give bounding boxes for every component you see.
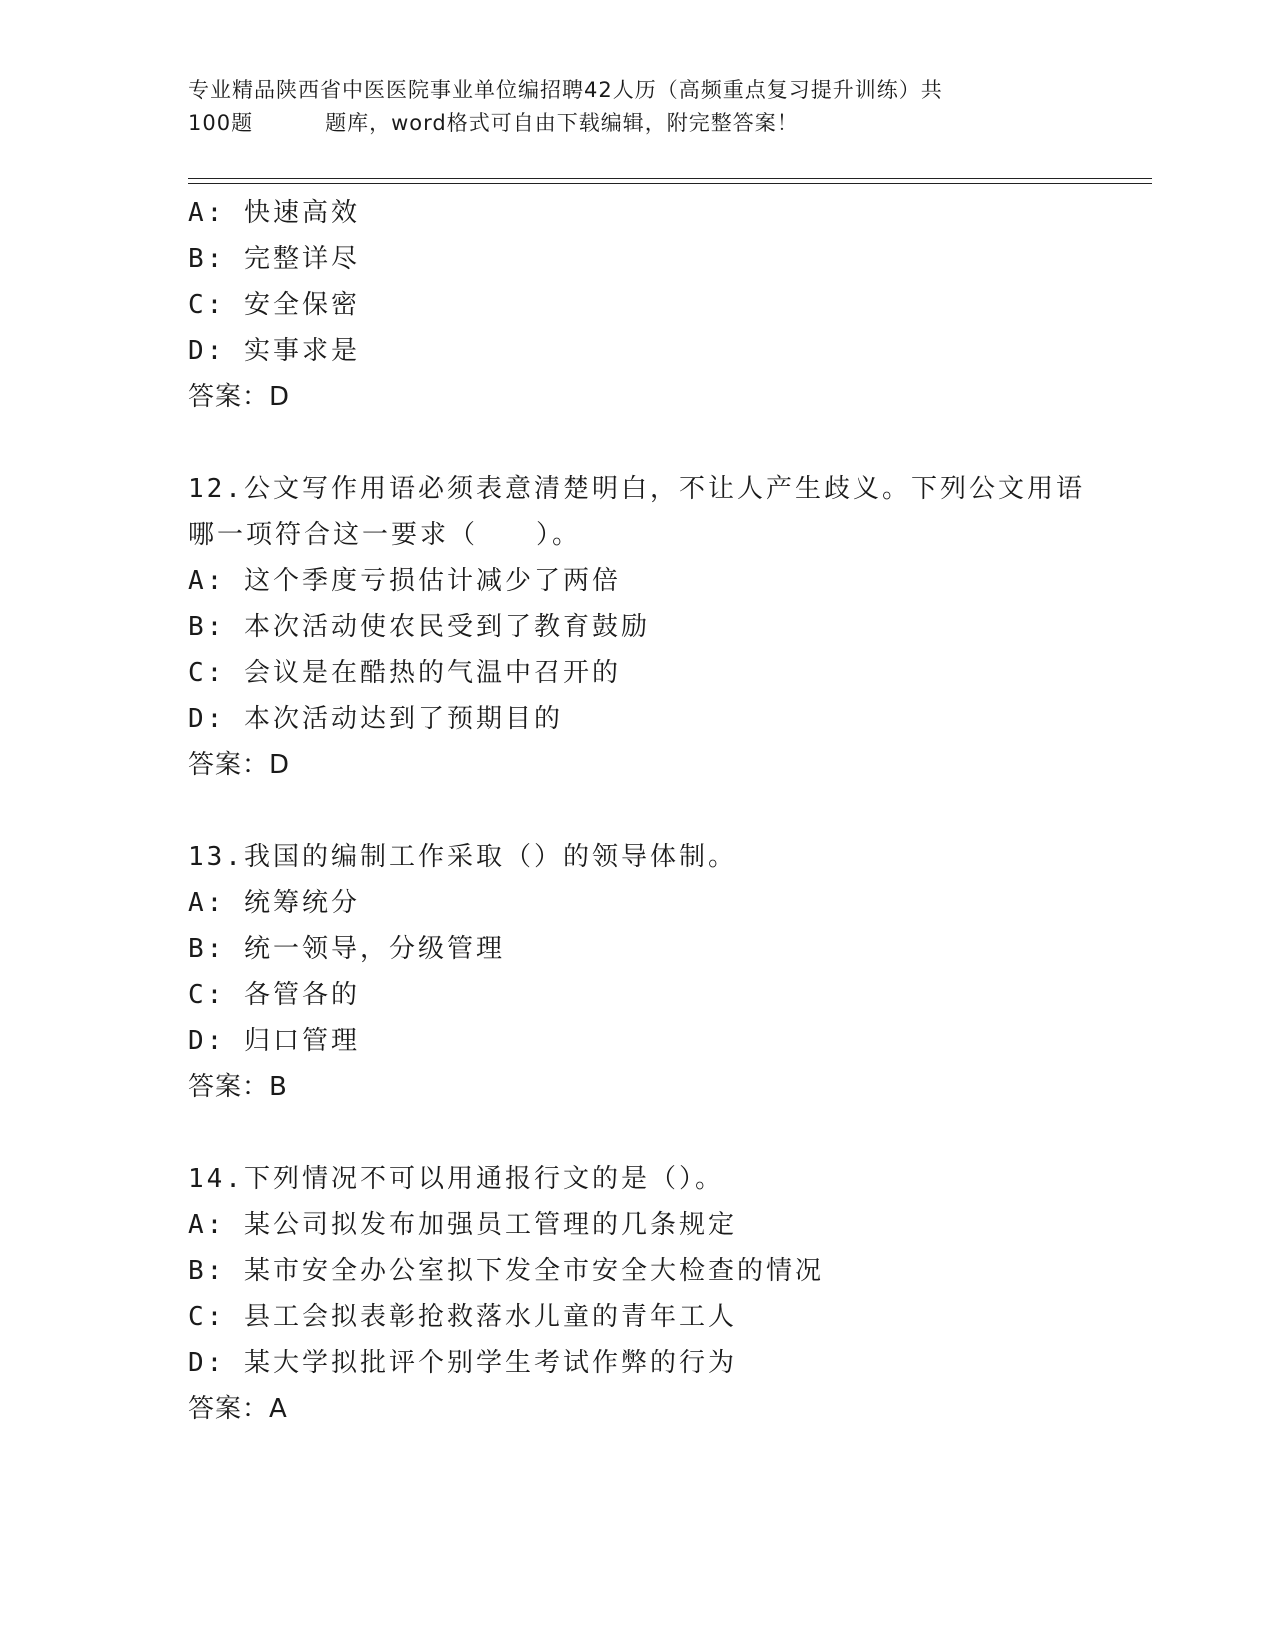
option-b: B: 某市安全办公室拟下发全市安全大检查的情况 — [188, 1256, 824, 1286]
option-b: B: 本次活动使农民受到了教育鼓励 — [188, 612, 650, 642]
question-13 — [188, 834, 1148, 1110]
option-c: C: 各管各的 — [188, 980, 360, 1010]
question-stem: 12.公文写作用语必须表意清楚明白，不让人产生歧义。下列公文用语 — [188, 474, 1085, 504]
answer-line: 答案：D — [188, 750, 291, 780]
question-11-continued — [188, 190, 1148, 420]
header-line-1: 专业精品陕西省中医医院事业单位编招聘42人历（高频重点复习提升训练）共 — [188, 78, 943, 102]
option-a: A: 这个季度亏损估计减少了两倍 — [188, 566, 621, 596]
question-stem: 14.下列情况不可以用通报行文的是（）。 — [188, 1164, 724, 1194]
option-d: D: 某大学拟批评个别学生考试作弊的行为 — [188, 1348, 737, 1378]
option-c: C: 县工会拟表彰抢救落水儿童的青年工人 — [188, 1302, 737, 1332]
answer-line: 答案：D — [188, 382, 291, 412]
answer-line: 答案：B — [188, 1072, 288, 1102]
page-header — [188, 74, 1068, 140]
option-d: D: 实事求是 — [188, 336, 360, 366]
option-b: B: 完整详尽 — [188, 244, 360, 274]
header-divider-bottom — [188, 183, 1152, 184]
option-d: D: 归口管理 — [188, 1026, 360, 1056]
question-list — [188, 190, 1148, 1432]
header-description: 题库，word格式可自由下载编辑，附完整答案！ — [325, 111, 799, 135]
answer-line: 答案：A — [188, 1394, 288, 1424]
question-12 — [188, 466, 1148, 788]
question-14 — [188, 1156, 1148, 1432]
header-line-2 — [188, 107, 1068, 140]
option-a: A: 快速高效 — [188, 198, 360, 228]
option-b: B: 统一领导，分级管理 — [188, 934, 505, 964]
question-stem: 哪一项符合这一要求（ ）。 — [188, 520, 582, 550]
option-c: C: 安全保密 — [188, 290, 360, 320]
question-stem: 13.我国的编制工作采取（）的领导体制。 — [188, 842, 737, 872]
option-d: D: 本次活动达到了预期目的 — [188, 704, 563, 734]
option-a: A: 统筹统分 — [188, 888, 360, 918]
header-divider-top — [188, 178, 1152, 179]
header-question-count: 100题 — [188, 111, 254, 135]
option-c: C: 会议是在酷热的气温中召开的 — [188, 658, 621, 688]
option-a: A: 某公司拟发布加强员工管理的几条规定 — [188, 1210, 737, 1240]
